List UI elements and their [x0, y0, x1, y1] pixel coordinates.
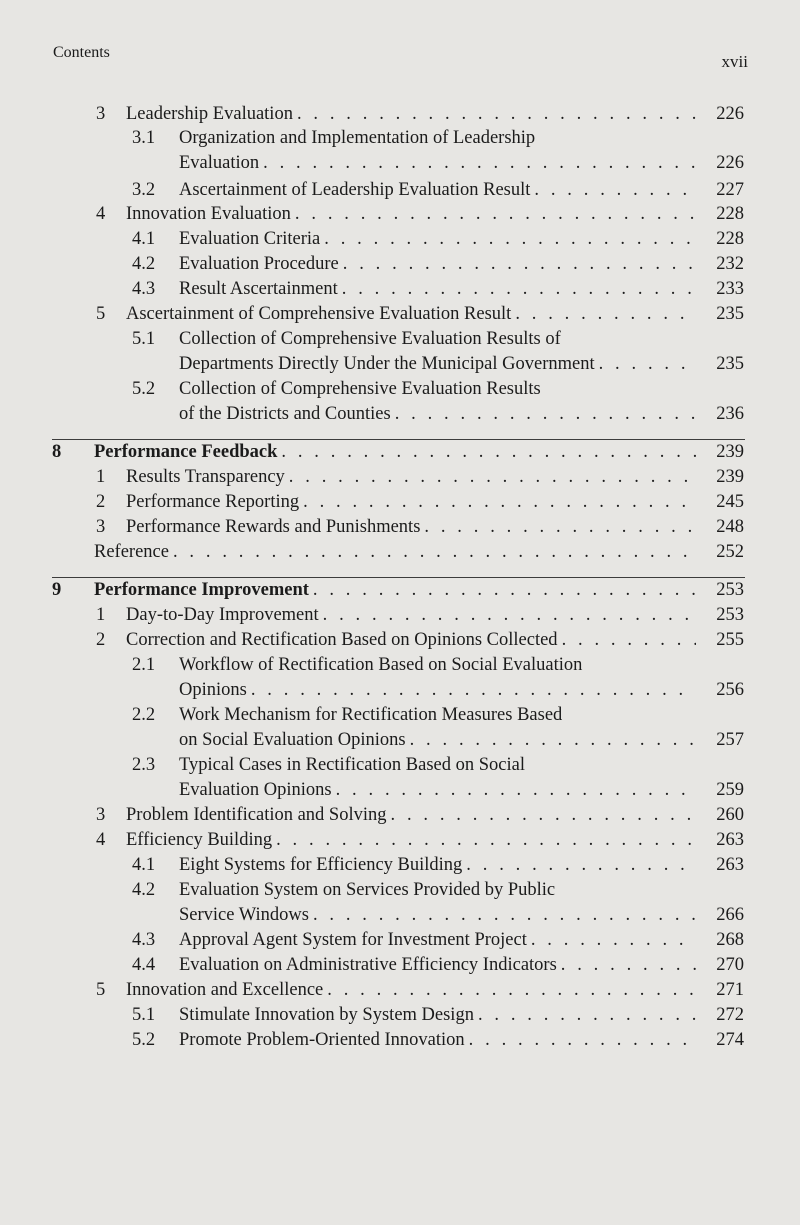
- toc-line[interactable]: [0, 603, 800, 627]
- entry-number: 2.2: [132, 705, 156, 725]
- toc-line[interactable]: [0, 703, 800, 727]
- entry-title: Innovation and Excellence: [126, 980, 324, 1000]
- page-number: xvii: [721, 52, 748, 71]
- entry-title: Stimulate Innovation by System Design: [179, 1005, 474, 1025]
- entry-page-number: 226: [716, 153, 744, 173]
- entry-title: Performance Rewards and Punishments: [126, 517, 421, 537]
- entry-number: 2.1: [132, 655, 156, 675]
- dot-leader: [259, 151, 696, 175]
- dot-leader: [465, 1028, 696, 1052]
- entry-title: Departments Directly Under the Municipal Government: [179, 354, 595, 374]
- entry-number: 4.1: [132, 855, 156, 875]
- entry-title: Correction and Rectification Based on Opinions Collected: [126, 630, 558, 650]
- entry-title: Collection of Comprehensive Evaluation Results of: [179, 329, 561, 349]
- entry-number: 4.1: [132, 229, 156, 249]
- entry-title: Problem Identification and Solving: [126, 805, 387, 825]
- toc-line[interactable]: [0, 202, 800, 226]
- toc-line[interactable]: [0, 352, 800, 376]
- entry-title: Performance Improvement: [94, 580, 309, 600]
- dot-leader: [420, 515, 696, 539]
- entry-page-number: 274: [716, 1030, 744, 1050]
- dot-leader: [309, 578, 696, 602]
- toc-line[interactable]: [0, 678, 800, 702]
- toc-line[interactable]: [0, 515, 800, 539]
- dot-leader: [474, 1003, 696, 1027]
- entry-page-number: 239: [716, 442, 744, 462]
- toc-line[interactable]: [0, 928, 800, 952]
- entry-title: Leadership Evaluation: [126, 104, 293, 124]
- entry-number: 5: [96, 980, 106, 1000]
- entry-title: Service Windows: [179, 905, 309, 925]
- dot-leader: [169, 540, 696, 564]
- entry-number: 1: [96, 467, 106, 487]
- dot-leader: [595, 352, 696, 376]
- entry-page-number: 233: [716, 279, 744, 299]
- toc-line[interactable]: [0, 302, 800, 326]
- entry-number: 2: [96, 630, 106, 650]
- entry-page-number: 227: [716, 180, 744, 200]
- entry-title: Evaluation Criteria: [179, 229, 321, 249]
- entry-title: Innovation Evaluation: [126, 204, 291, 224]
- dot-leader: [309, 903, 696, 927]
- entry-title: Evaluation Opinions: [179, 780, 332, 800]
- toc-line[interactable]: [0, 753, 800, 777]
- entry-title: Promote Problem-Oriented Innovation: [179, 1030, 465, 1050]
- entry-number: 5: [96, 304, 106, 324]
- toc-line[interactable]: [0, 578, 800, 602]
- entry-number: 5.1: [132, 329, 156, 349]
- entry-number: 4.3: [132, 279, 156, 299]
- dot-leader: [462, 853, 696, 877]
- entry-number: 3: [96, 517, 106, 537]
- entry-number: 4: [96, 204, 106, 224]
- entry-title: Ascertainment of Leadership Evaluation Result: [179, 180, 531, 200]
- toc-line[interactable]: [0, 903, 800, 927]
- dot-leader: [530, 178, 696, 202]
- entry-number: 2: [96, 492, 106, 512]
- entry-title: Performance Reporting: [126, 492, 300, 512]
- entry-page-number: 248: [716, 517, 744, 537]
- dot-leader: [339, 252, 696, 276]
- entry-number: 5.1: [132, 1005, 156, 1025]
- entry-page-number: 270: [716, 955, 744, 975]
- toc-line[interactable]: [0, 102, 800, 126]
- dot-leader: [247, 678, 696, 702]
- dot-leader: [406, 728, 696, 752]
- entry-number: 4.3: [132, 930, 156, 950]
- entry-number: 8: [52, 442, 62, 462]
- entry-title: Eight Systems for Efficiency Building: [179, 855, 463, 875]
- entry-number: 9: [52, 580, 62, 600]
- dot-leader: [323, 978, 696, 1002]
- entry-page-number: 272: [716, 1005, 744, 1025]
- dot-leader: [293, 102, 696, 126]
- entry-page-number: 260: [716, 805, 744, 825]
- entry-page-number: 236: [716, 404, 744, 424]
- dot-leader: [277, 440, 696, 464]
- toc-line[interactable]: [0, 803, 800, 827]
- toc-line[interactable]: [0, 1028, 800, 1052]
- dot-leader: [299, 490, 696, 514]
- toc-line[interactable]: [0, 490, 800, 514]
- toc-line[interactable]: [0, 227, 800, 251]
- entry-number: 3.1: [132, 128, 156, 148]
- toc-line[interactable]: [0, 778, 800, 802]
- entry-page-number: 253: [716, 580, 744, 600]
- dot-leader: [319, 603, 696, 627]
- dot-leader: [272, 828, 696, 852]
- entry-number: 4.4: [132, 955, 156, 975]
- entry-title: Reference: [94, 542, 169, 562]
- dot-leader: [387, 803, 697, 827]
- entry-page-number: 235: [716, 354, 744, 374]
- entry-title: Ascertainment of Comprehensive Evaluation Result: [126, 304, 512, 324]
- toc-line[interactable]: [0, 402, 800, 426]
- toc-line[interactable]: [0, 327, 800, 351]
- entry-number: 3: [96, 805, 106, 825]
- entry-title: Evaluation System on Services Provided by Public: [179, 880, 556, 900]
- toc-line[interactable]: [0, 878, 800, 902]
- dot-leader: [291, 202, 696, 226]
- entry-page-number: 263: [716, 855, 744, 875]
- dot-leader: [320, 227, 696, 251]
- entry-page-number: 235: [716, 304, 744, 324]
- entry-page-number: 253: [716, 605, 744, 625]
- entry-title: Approval Agent System for Investment Project: [179, 930, 527, 950]
- dot-leader: [332, 778, 696, 802]
- entry-page-number: 255: [716, 630, 744, 650]
- entry-number: 4: [96, 830, 106, 850]
- toc-line[interactable]: [0, 151, 800, 175]
- toc-line[interactable]: [0, 252, 800, 276]
- entry-title: Performance Feedback: [94, 442, 278, 462]
- toc-line[interactable]: [0, 277, 800, 301]
- dot-leader: [557, 953, 696, 977]
- entry-title: Evaluation: [179, 153, 260, 173]
- toc-line[interactable]: [0, 628, 800, 652]
- entry-title: of the Districts and Counties: [179, 404, 391, 424]
- entry-number: 4.2: [132, 880, 156, 900]
- entry-page-number: 271: [716, 980, 744, 1000]
- toc-line[interactable]: [0, 653, 800, 677]
- dot-leader: [285, 465, 696, 489]
- entry-page-number: 259: [716, 780, 744, 800]
- entry-title: Evaluation Procedure: [179, 254, 339, 274]
- entry-page-number: 239: [716, 467, 744, 487]
- toc-line[interactable]: [0, 953, 800, 977]
- entry-title: Evaluation on Administrative Efficiency Indicators: [179, 955, 557, 975]
- dot-leader: [338, 277, 696, 301]
- entry-page-number: 268: [716, 930, 744, 950]
- entry-title: Work Mechanism for Rectification Measures Based: [179, 705, 563, 725]
- toc-line[interactable]: [0, 377, 800, 401]
- entry-page-number: 263: [716, 830, 744, 850]
- entry-number: 3: [96, 104, 106, 124]
- entry-page-number: 228: [716, 229, 744, 249]
- entry-page-number: 256: [716, 680, 744, 700]
- toc-line[interactable]: [0, 828, 800, 852]
- entry-number: 2.3: [132, 755, 156, 775]
- toc-line[interactable]: [0, 126, 800, 150]
- toc-line[interactable]: [0, 728, 800, 752]
- dot-leader: [391, 402, 696, 426]
- toc-line[interactable]: [0, 978, 800, 1002]
- entry-page-number: 257: [716, 730, 744, 750]
- entry-page-number: 232: [716, 254, 744, 274]
- dot-leader: [527, 928, 696, 952]
- running-head: Contents: [53, 44, 110, 61]
- dot-leader: [511, 302, 696, 326]
- toc-line[interactable]: [0, 853, 800, 877]
- entry-page-number: 266: [716, 905, 744, 925]
- entry-number: 5.2: [132, 1030, 156, 1050]
- entry-page-number: 252: [716, 542, 744, 562]
- toc-line[interactable]: [0, 540, 800, 564]
- entry-title: on Social Evaluation Opinions: [179, 730, 406, 750]
- entry-number: 5.2: [132, 379, 156, 399]
- entry-title: Result Ascertainment: [179, 279, 338, 299]
- entry-page-number: 245: [716, 492, 744, 512]
- entry-title: Day-to-Day Improvement: [126, 605, 319, 625]
- toc-line[interactable]: [0, 1003, 800, 1027]
- entry-page-number: 228: [716, 204, 744, 224]
- entry-number: 4.2: [132, 254, 156, 274]
- entry-title: Workflow of Rectification Based on Social Evaluation: [179, 655, 583, 675]
- entry-title: Results Transparency: [126, 467, 285, 487]
- entry-title: Efficiency Building: [126, 830, 273, 850]
- entry-title: Opinions: [179, 680, 247, 700]
- toc-line[interactable]: [0, 465, 800, 489]
- entry-page-number: 226: [716, 104, 744, 124]
- entry-title: Organization and Implementation of Leadership: [179, 128, 536, 148]
- entry-title: Collection of Comprehensive Evaluation Results: [179, 379, 541, 399]
- entry-title: Typical Cases in Rectification Based on Social: [179, 755, 526, 775]
- entry-number: 3.2: [132, 180, 156, 200]
- entry-number: 1: [96, 605, 106, 625]
- toc-line[interactable]: [0, 440, 800, 464]
- dot-leader: [558, 628, 696, 652]
- toc-line[interactable]: [0, 178, 800, 202]
